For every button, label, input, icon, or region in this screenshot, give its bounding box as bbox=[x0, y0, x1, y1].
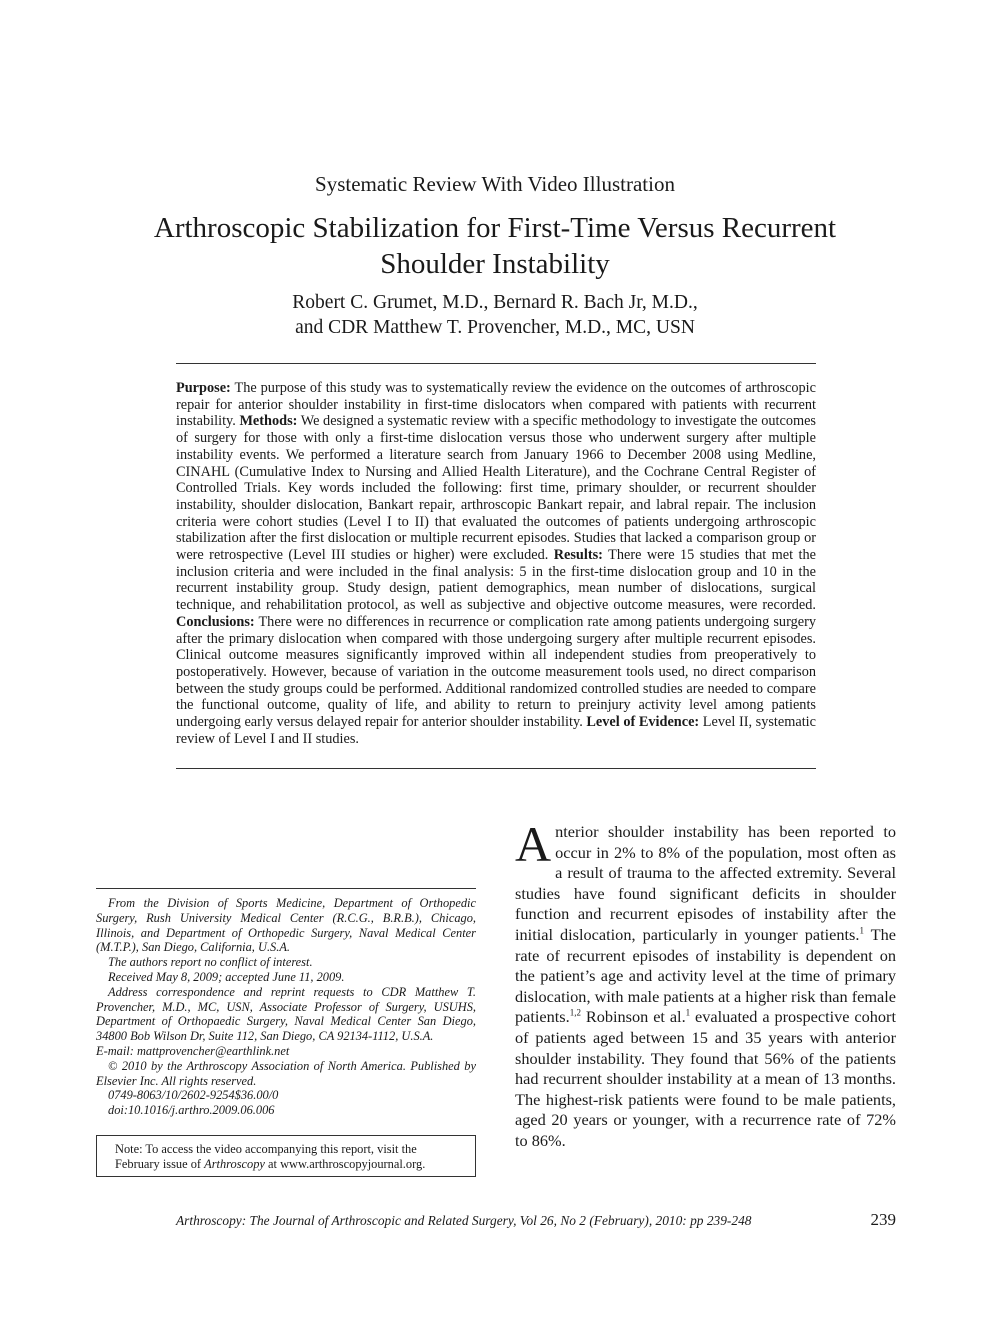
journal-citation: Arthroscopy: The Journal of Arthroscopic and Related Surgery, Vol 26, No 2 (February), 2010: pp 239-248 bbox=[176, 1213, 752, 1228]
footnotes bbox=[96, 896, 476, 1118]
note-journal: Arthroscopy bbox=[204, 1157, 265, 1171]
correspondence-text: Address correspondence and reprint requests to CDR Matthew T. Provencher, M.D., MC, USN, Associate Professor of Surgery, USUHS, Department of Orthopaedic Surgery, Naval Medical Center San Diego, 34800 Bob Wilson Dr, Suite 112, San Diego, CA 92134-1112, U.S.A. bbox=[96, 984, 476, 1044]
footnote-copyright: © 2010 by the Arthroscopy Association of North America. Published by Elsevier Inc. All rights reserved. bbox=[96, 1058, 476, 1088]
footnote-received: Received May 8, 2009; accepted June 11, 2009. bbox=[108, 969, 345, 984]
body-text-3: Robinson et al. bbox=[580, 1007, 686, 1027]
conclusions-text: There were no differences in recurrence or complication rate among patients undergoing surgery after the primary dislocation when compared with those undergoing surgery after multiple recurrent episodes. Clinical outcome measures significantly improved within all independent studies from preoperatively to postoperatively. However, because of variation in the outcome measurement tools used, no direct comparison between the study groups could be performed. Additional randomized controlled studies are needed to compare the functional outcome, quality of life, and ability to return to preinjury activity level among patients undergoing early versus delayed repair for anterior shoulder instability. bbox=[176, 613, 816, 731]
footnote-conflict: The authors report no conflict of interest. bbox=[108, 955, 313, 970]
reference-1-b[interactable]: 1 bbox=[685, 1007, 691, 1018]
footnote-issn: 0749-8063/10/2602-9254$36.00/0 bbox=[108, 1088, 279, 1103]
note-middle: at bbox=[264, 1157, 281, 1171]
authors-line-1: Robert C. Grumet, M.D., Bernard R. Bach Jr, M.D., bbox=[292, 292, 698, 313]
results-text: There were 15 studies that met the inclusion criteria and were included in the final analysis: 5 in the first-time dislocation group and 10 in the recurrent instability group. Study design, patient demographics, mean number of dislocations, surgical technique, and rehabilitation protocol, as well as subjective and objective outcome measures, were recorded. bbox=[176, 547, 816, 614]
footnote-doi: doi:10.1016/j.arthro.2009.06.006 bbox=[108, 1103, 275, 1118]
body-text-4: evaluated a prospective cohort of patients aged between 15 and 35 years with anterior shoulder instability. They found that 56% of the patients had recurrent shoulder instability at a mean of 13 months. The highest-risk patients were found to be male patients, aged 20 years or younger, with a recurrence rate of 72% to 86%. bbox=[515, 1007, 896, 1150]
conclusions-label: Conclusions: bbox=[176, 613, 255, 630]
article-type: Systematic Review With Video Illustration bbox=[315, 172, 675, 196]
evidence-label: Level of Evidence: bbox=[586, 714, 700, 731]
reference-1-2[interactable]: 1,2 bbox=[569, 1007, 581, 1018]
purpose-text: The purpose of this study was to systematically review the evidence on the outcomes of arthroscopic repair for anterior shoulder instability in first-time dislocators when compared with patients with recurrent instability. bbox=[176, 380, 816, 430]
footnote-email bbox=[96, 1044, 476, 1059]
body-text-1: nterior shoulder instability has been reported to occur in 2% to 8% of the population, most often as a result of trauma to the affected extremity. Several studies have found significant deficits in shoulder function and recurrent episodes of instability after the initial dislocation, particularly in younger patients. bbox=[515, 822, 896, 944]
abstract-bottom-rule bbox=[176, 768, 816, 769]
methods-text: We designed a systematic review with a specific methodology to investigate the outcomes of surgery for those with only a first-time dislocation versus those who underwent surgery after multiple instability events. We performed a literature search from January 1966 to December 2008 using Medline, CINAHL (Cumulative Index to Nursing and Allied Health Literature), and the Cochrane Central Register of Controlled Trials. Key words included the following: first time, primary shoulder, or recurrent shoulder instability, shoulder dislocation, Bankart repair, arthroscopic Bankart repair, and labral repair. The inclusion criteria were cohort studies (Level I to II) that evaluated the outcomes of patients undergoing arthroscopic stabilization after the first dislocation or multiple recurrent episodes. Studies that lacked a comparison group or were retrospective (Level III studies or higher) were excluded. bbox=[176, 413, 816, 564]
body-text-2: The rate of recurrent episodes of instability is dependent on the patient’s age and activity level at the time of primary dislocation, with male patients at a higher risk than female patients. bbox=[515, 924, 896, 1027]
methods-label: Methods: bbox=[239, 413, 298, 430]
email-link[interactable]: mattprovencher@earthlink.net bbox=[136, 1043, 290, 1058]
results-label: Results: bbox=[553, 547, 603, 564]
reference-1[interactable]: 1 bbox=[859, 925, 864, 936]
abstract-top-rule bbox=[176, 363, 816, 364]
drop-cap: A bbox=[515, 816, 552, 872]
note-prefix: Note: To access the video accompanying this report, visit the February issue of bbox=[115, 1142, 417, 1171]
journal-url-link[interactable]: www.arthroscopyjournal.org bbox=[280, 1157, 423, 1171]
footnote-correspondence bbox=[96, 985, 476, 1044]
page-number: 239 bbox=[870, 1210, 896, 1229]
purpose-label: Purpose: bbox=[176, 380, 231, 396]
authors bbox=[200, 290, 790, 340]
footnote-affiliation: From the Division of Sports Medicine, Department of Orthopedic Surgery, Rush University Medical Center (R.C.G., B.R.B.), Chicago, Illinois, and Department of Orthopedic Surgery, Naval Medical Center (M.T.P.), San Diego, California, U.S.A. bbox=[96, 896, 476, 955]
body-text bbox=[515, 816, 896, 1152]
authors-line-2: and CDR Matthew T. Provencher, M.D., MC, USN bbox=[295, 317, 695, 338]
footnote-rule bbox=[96, 888, 476, 889]
abstract bbox=[176, 380, 816, 747]
video-note-box bbox=[96, 1135, 476, 1177]
page-title: Arthroscopic Stabilization for First-Time Versus Recurrent Shoulder Instability bbox=[153, 212, 837, 280]
note-suffix: . bbox=[422, 1157, 426, 1171]
email-label: E-mail: bbox=[96, 1043, 137, 1058]
evidence-text: Level II, systematic review of Level I and II studies. bbox=[176, 714, 817, 747]
